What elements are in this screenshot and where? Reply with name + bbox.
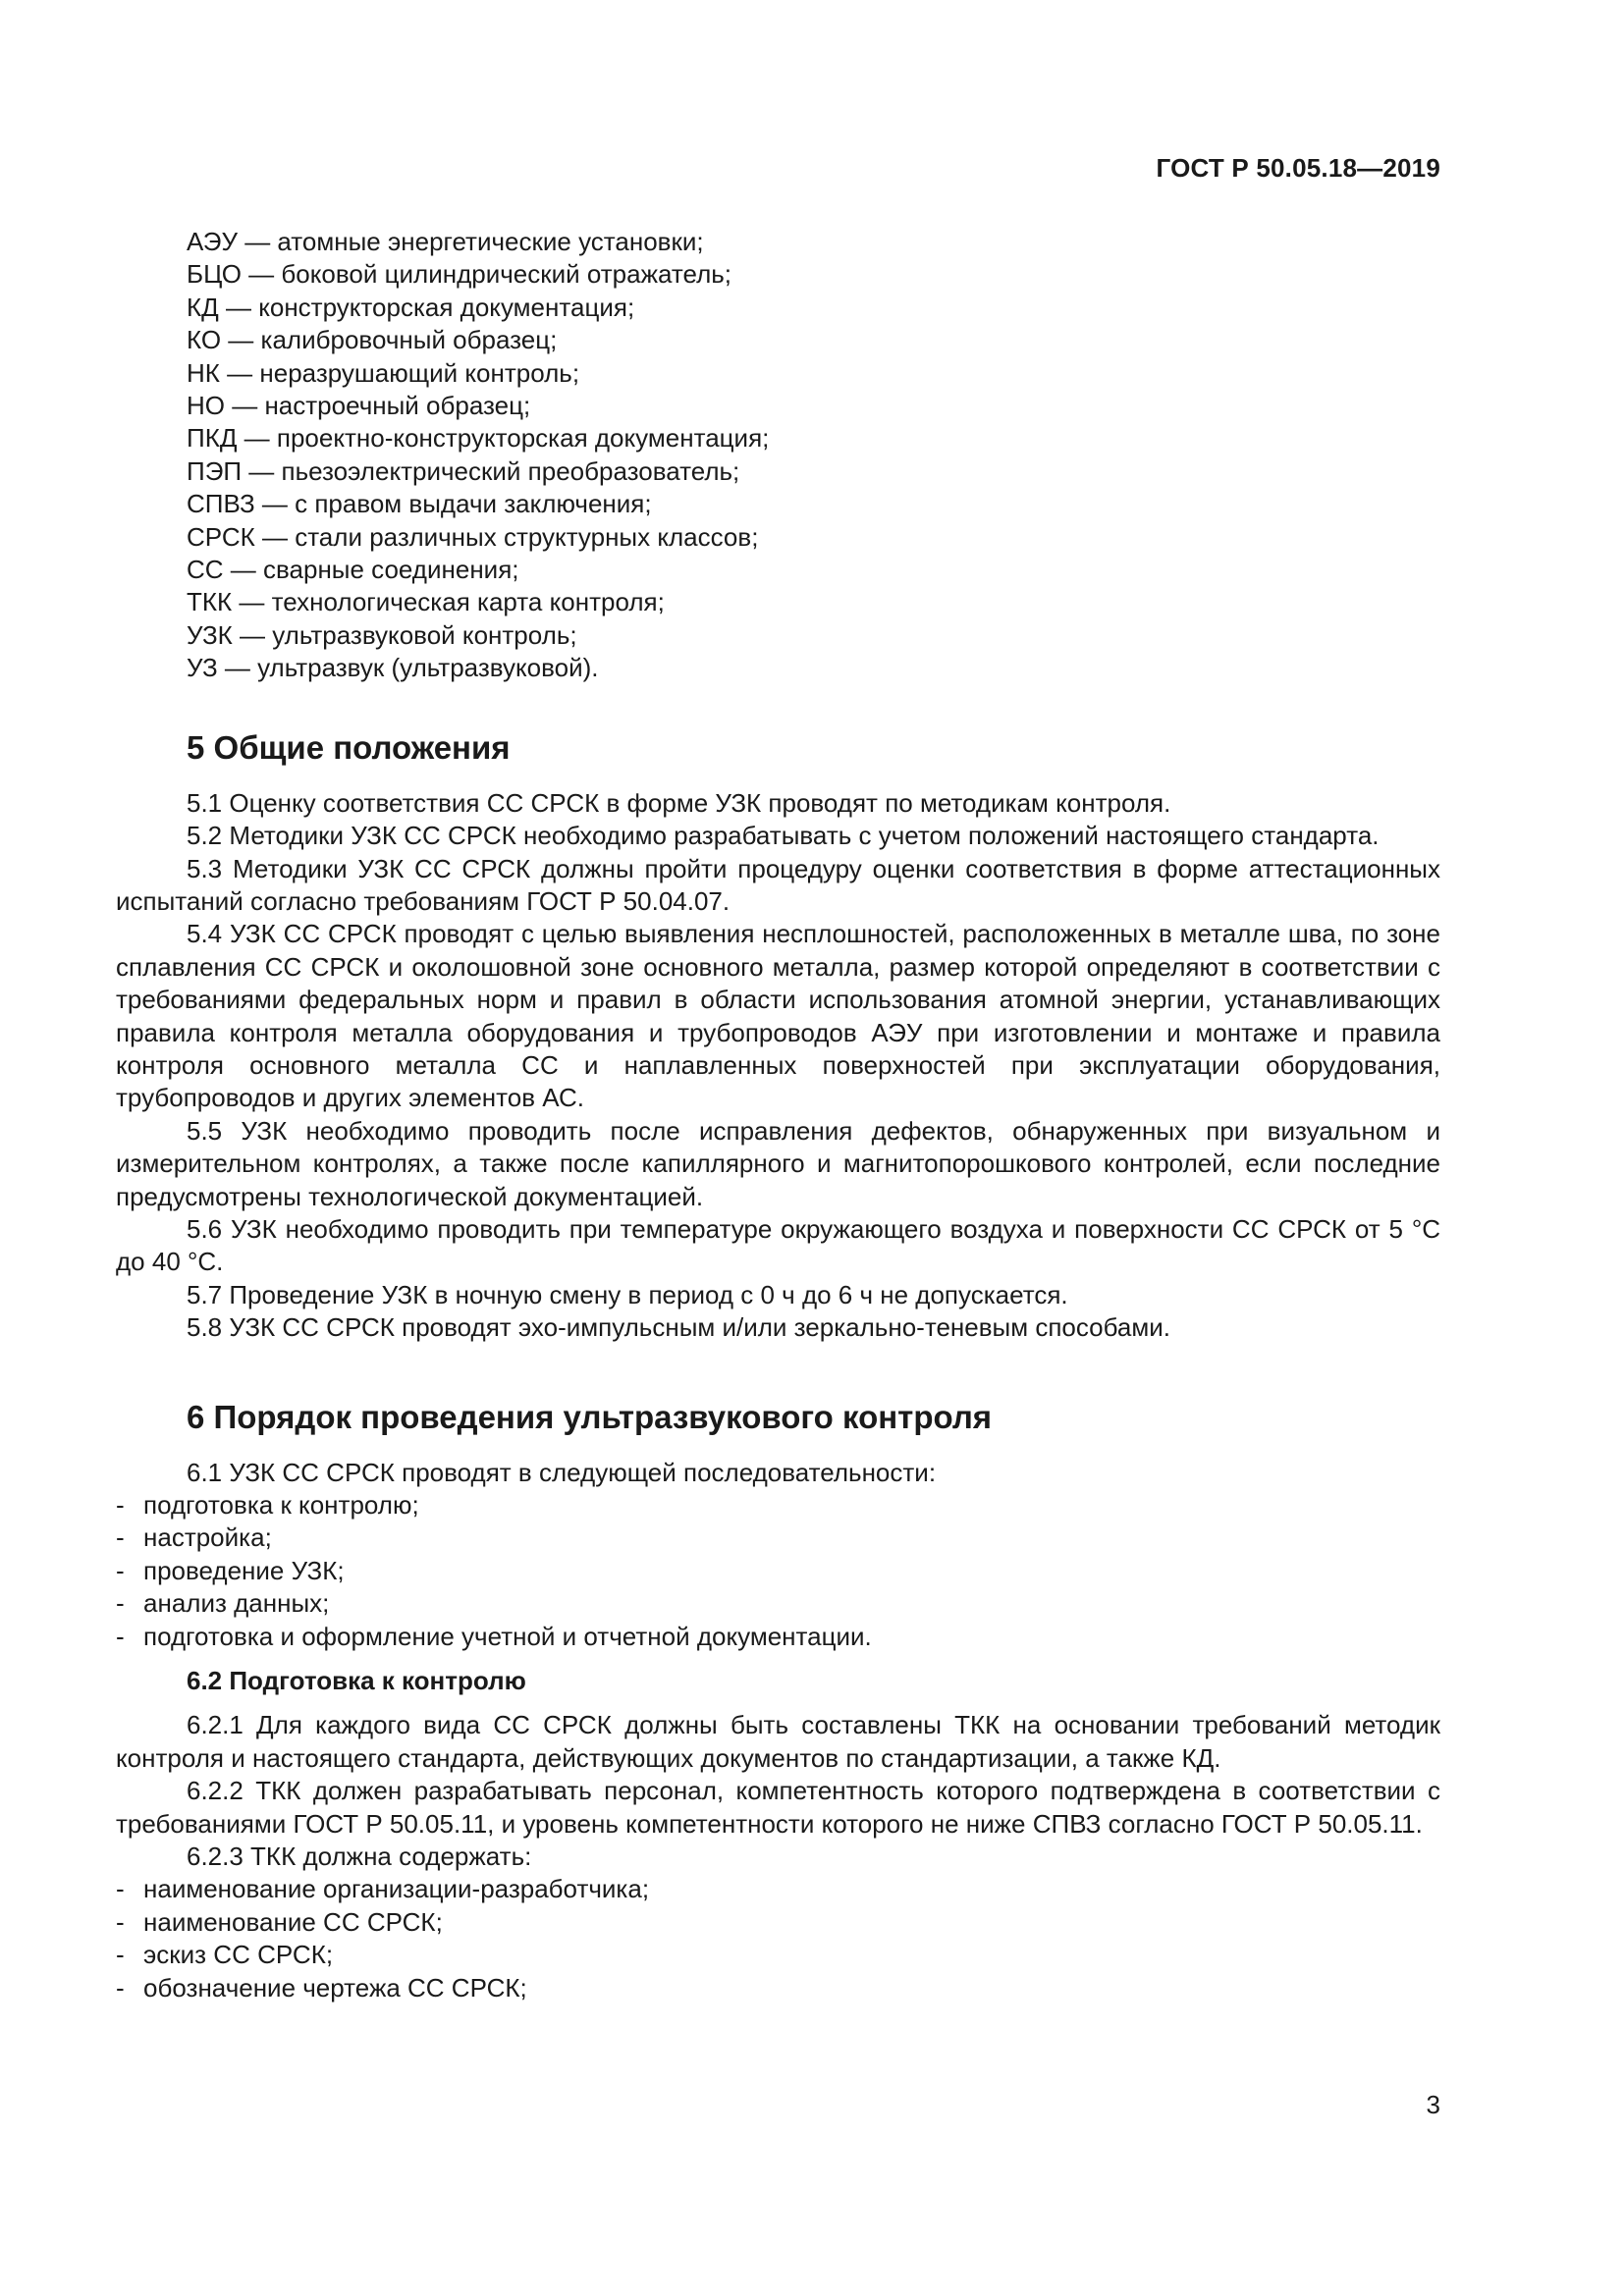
abbreviation-item: СС — сварные соединения; [187,555,519,585]
dash-marker: - [116,1555,125,1585]
list-item-text: эскиз СС СРСК; [143,1940,334,1970]
list-item [116,1939,1440,1971]
abbreviation-item: УЗК — ультразвуковой контроль; [187,619,577,650]
control-sequence-list [116,1489,1440,1653]
list-item [116,1972,1440,2004]
abbreviation-item: СПВЗ — с правом выдачи заключения; [187,489,652,519]
dash-marker: - [116,1621,125,1651]
section-6-body [116,1457,1440,2005]
list-item-text: наименование СС СРСК; [143,1906,443,1937]
paragraph-6-2-1: 6.2.1 Для каждого вида СС СРСК должны быть составлены ТКК на основании требований методик контроля и настоящего стандарта, действующих документов по стандартизации, а также КД. [116,1710,1440,1773]
paragraph-6-2-3: 6.2.3 ТКК должна содержать: [187,1842,532,1872]
list-item-text: наименование организации-разработчика; [143,1874,650,1904]
abbreviation-item: ПЭП — пьезоэлектрический преобразователь; [187,455,740,486]
abbreviation-item: СРСК — стали различных структурных классов; [187,521,759,552]
list-item [116,1522,1440,1554]
paragraph-5-1: 5.1 Оценку соответствия СС СРСК в форме УЗК проводят по методикам контроля. [187,787,1171,818]
page-number: 3 [1426,2090,1440,2119]
section-6-heading: 6 Порядок проведения ультразвукового контроля [187,1398,993,1435]
list-item [116,1489,1440,1522]
paragraph-5-5: 5.5 УЗК необходимо проводить после исправления дефектов, обнаруженных при визуальном и измерительном контролях, а также после капиллярного и магнитопорошкового контролей, если последние предусмотрены технологической документацией. [116,1115,1440,1211]
abbreviation-item: ПКД — проектно-конструкторская документация; [187,423,770,454]
list-item-text: анализ данных; [143,1588,330,1619]
list-item-text: настройка; [143,1522,272,1553]
paragraph-6-2-2: 6.2.2 ТКК должен разрабатывать персонал, компетентность которого подтверждена в соответствии с требованиями ГОСТ Р 50.05.11, и уровень компетентности которого не ниже СПВЗ согласно ГОСТ Р 50.05.11. [116,1776,1440,1839]
abbreviation-item: УЗ — ультразвук (ультразвуковой). [187,653,599,683]
list-item [116,1555,1440,1587]
paragraph-5-6: 5.6 УЗК необходимо проводить при температуре окружающего воздуха и поверхности СС СРСК от 5 °С до 40 °С. [116,1213,1440,1277]
subsection-6-2-heading: 6.2 Подготовка к контролю [187,1666,526,1696]
tkk-contents-list [116,1873,1440,2004]
paragraph-5-4: 5.4 УЗК СС СРСК проводят с целью выявления несплошностей, расположенных в металле шва, по зоне сплавления СС СРСК и околошовной зоне основного металла, размер которой определяют в соответствии с требованиями федеральных норм и правил в области использования атомной энергии, устанавливающих правила контроля металла оборудования и трубопроводов АЭУ при изготовлении и монтаже и правила контроля основного металла СС и наплавленных поверхностей при эксплуатации оборудования, трубопроводов и других элементов АС. [116,919,1440,1113]
abbreviation-item: НК — неразрушающий контроль; [187,357,580,388]
abbreviation-item: БЦО — боковой цилиндрический отражатель; [187,259,732,290]
page-content [116,226,1440,2004]
dash-marker: - [116,1490,125,1520]
paragraph-5-8: 5.8 УЗК СС СРСК проводят эхо-импульсным и/или зеркально-теневым способами. [187,1312,1170,1343]
dash-marker: - [116,1940,125,1970]
list-item [116,1906,1440,1939]
list-item [116,1587,1440,1620]
document-id-header: ГОСТ Р 50.05.18—2019 [1156,153,1440,183]
dash-marker: - [116,1522,125,1553]
paragraph-6-1: 6.1 УЗК СС СРСК проводят в следующей последовательности: [187,1457,937,1487]
list-item-text: проведение УЗК; [143,1555,345,1585]
list-item-text: подготовка к контролю; [143,1490,419,1520]
list-item-text: подготовка и оформление учетной и отчетной документации. [143,1621,872,1651]
section-5-body [116,787,1440,1345]
section-5-heading: 5 Общие положения [187,728,511,766]
paragraph-5-2: 5.2 Методики УЗК СС СРСК необходимо разрабатывать с учетом положений настоящего стандарта. [187,821,1380,851]
abbreviation-item: НО — настроечный образец; [187,391,531,421]
list-item-text: обозначение чертежа СС СРСК; [143,1972,527,2002]
paragraph-5-7: 5.7 Проведение УЗК в ночную смену в период с 0 ч до 6 ч не допускается. [187,1279,1068,1309]
list-item [116,1621,1440,1653]
abbreviation-item: КД — конструкторская документация; [187,292,635,322]
paragraph-5-3: 5.3 Методики УЗК СС СРСК должны пройти процедуру оценки соответствия в форме аттестационных испытаний согласно требованиям ГОСТ Р 50.04.07. [116,853,1440,916]
abbreviations-list [116,226,1440,685]
abbreviation-item: ТКК — технологическая карта контроля; [187,587,665,617]
dash-marker: - [116,1588,125,1619]
abbreviation-item: КО — калибровочный образец; [187,325,558,355]
dash-marker: - [116,1972,125,2002]
dash-marker: - [116,1906,125,1937]
dash-marker: - [116,1874,125,1904]
list-item [116,1873,1440,1905]
abbreviation-item: АЭУ — атомные энергетические установки; [187,227,704,256]
